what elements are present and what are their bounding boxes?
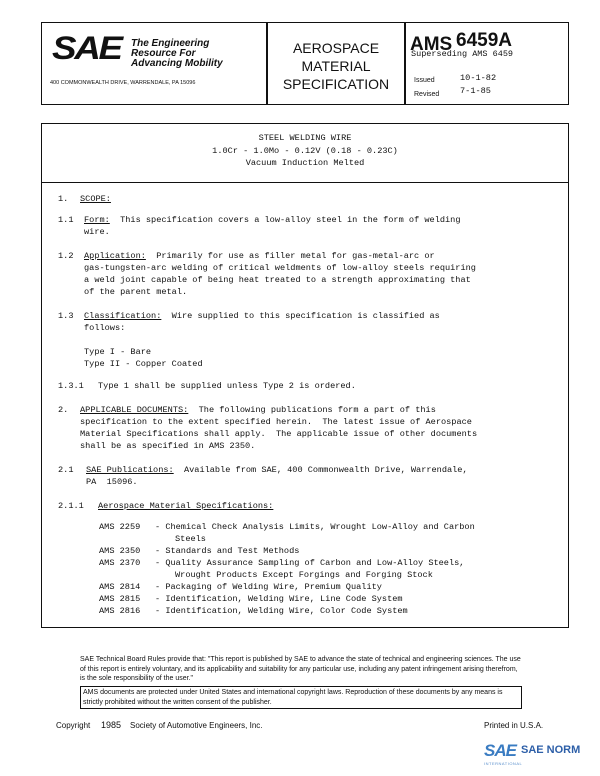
board-rules: SAE Technical Board Rules provide that: "This report is published by SAE to advance the state of technical and engineering sciences. The use of this report is entirely voluntary, and its applicability and suitability for any particular use, including any patent infringement arising therefrom, is the sole responsibility of the user." [80, 656, 521, 682]
header-divider-2 [404, 22, 406, 105]
ref-title: - Identification, Welding Wire, Color Code System [155, 606, 408, 616]
paragraph-classification [84, 310, 440, 323]
tagline-line-3: Advancing Mobility [131, 58, 223, 69]
tagline-line-1: The Engineering [131, 38, 210, 49]
doc-subtitle: 1.0Cr - 1.0Mo - 0.12V (0.18 - 0.23C) [212, 146, 398, 156]
paragraph-line: wire. [84, 227, 110, 237]
section-number: 1.1 [58, 215, 74, 225]
paragraph-line: a weld joint capable of being heat treated to a strength approximating that [84, 275, 471, 285]
ref-code: AMS 2350 [99, 546, 141, 556]
paragraph-line: Material Specifications shall apply. The applicable issue of other documents [80, 429, 478, 439]
paragraph-line: shall be as specified in AMS 2350. [80, 441, 256, 451]
ref-code: AMS 2816 [99, 606, 141, 616]
header-address: 400 COMMONWEALTH DRIVE, WARRENDALE, PA 15096 [50, 80, 196, 86]
paragraph-form [84, 214, 460, 227]
section-number: 2.1.1 [58, 501, 84, 511]
doc-number: 6459A [456, 30, 512, 51]
type-2: Type II - Copper Coated [84, 359, 203, 369]
ref-code: AMS 2814 [99, 582, 141, 592]
section-number: 1. [58, 194, 69, 204]
heading-application: Application: [84, 251, 146, 261]
paragraph-sae-publications [86, 464, 468, 477]
watermark-subtext: INTERNATIONAL [484, 761, 523, 766]
copyright-label: Copyright [56, 721, 91, 730]
paragraph-line: gas-tungsten-arc welding of critical weldments of low-alloy steels requiring [84, 263, 476, 273]
heading-applicable-documents: APPLICABLE DOCUMENTS: [80, 405, 189, 415]
doc-title: STEEL WELDING WIRE [258, 133, 352, 143]
ref-title-cont: Steels [175, 534, 206, 544]
heading-sae-publications: SAE Publications: [86, 465, 174, 475]
heading-form: Form: [84, 215, 110, 225]
ref-title: - Packaging of Welding Wire, Premium Quality [155, 582, 382, 592]
paragraph-line: The following publications form a part of this [188, 405, 436, 415]
issued-label: Issued [414, 77, 435, 84]
ref-title: - Identification, Welding Wire, Line Code System [155, 594, 403, 604]
society-name: Society of Automotive Engineers, Inc. [130, 721, 263, 730]
paragraph-line: Primarily for use as filler metal for gas-metal-arc or [145, 251, 435, 261]
paragraph-line: This specification covers a low-alloy steel in the form of welding [109, 215, 461, 225]
section-heading-scope: SCOPE: [80, 194, 111, 204]
type-1: Type I - Bare [84, 347, 152, 357]
ref-title: - Quality Assurance Sampling of Carbon and Low-Alloy Steels, [155, 558, 465, 568]
paragraph-line: Type 1 shall be supplied unless Type 2 is ordered. [98, 381, 356, 391]
heading-classification: Classification: [84, 311, 162, 321]
paragraph-line: of the parent metal. [84, 287, 188, 297]
paragraph-line: follows: [84, 323, 126, 333]
heading-aerospace-material-specifications: Aerospace Material Specifications: [98, 501, 274, 511]
ref-code: AMS 2370 [99, 558, 141, 568]
watermark-logo: SAE [484, 741, 516, 760]
ref-code: AMS 2259 [99, 522, 141, 532]
ref-code: AMS 2815 [99, 594, 141, 604]
spec-title-2: MATERIAL [301, 58, 371, 74]
paragraph-line: PA 15096. [86, 477, 138, 487]
paragraph-line: Wire supplied to this specification is classified as [161, 311, 440, 321]
title-rule [41, 182, 569, 183]
revised-date: 7-1-85 [460, 86, 491, 96]
watermark-text: SAE NORM [521, 744, 581, 756]
copyright-year: 1985 [101, 720, 122, 730]
revised-label: Revised [414, 91, 440, 98]
copyright-notice: AMS documents are protected under United States and international copyright laws. Reproduction of these documents by any means is strictly prohibited without the written consent of the publisher. [80, 686, 522, 709]
section-number: 1.3.1 [58, 381, 84, 391]
section-number: 1.2 [58, 251, 74, 261]
issued-date: 10-1-82 [460, 73, 497, 83]
spec-title-1: AEROSPACE [292, 40, 380, 56]
spec-title-3: SPECIFICATION [282, 76, 390, 92]
section-number: 1.3 [58, 311, 74, 321]
sae-logo: SAE [52, 30, 121, 66]
paragraph-line: Available from SAE, 400 Commonwealth Drive, Warrendale, [173, 465, 468, 475]
doc-subtitle-2: Vacuum Induction Melted [245, 158, 365, 168]
section-number: 2.1 [58, 465, 74, 475]
doc-number-prefix: AMS [410, 34, 453, 55]
section-number: 2. [58, 405, 69, 415]
tagline-line-2: Resource For [131, 48, 196, 59]
ref-title-cont: Wrought Products Except Forgings and Forging Stock [175, 570, 433, 580]
ref-title: - Chemical Check Analysis Limits, Wrought Low-Alloy and Carbon [155, 522, 475, 532]
superseding: Superseding AMS 6459 [411, 49, 514, 59]
printed-in: Printed in U.S.A. [484, 721, 544, 730]
ref-title: - Standards and Test Methods [155, 546, 300, 556]
paragraph-line: specification to the extent specified herein. The latest issue of Aerospace [80, 417, 472, 427]
